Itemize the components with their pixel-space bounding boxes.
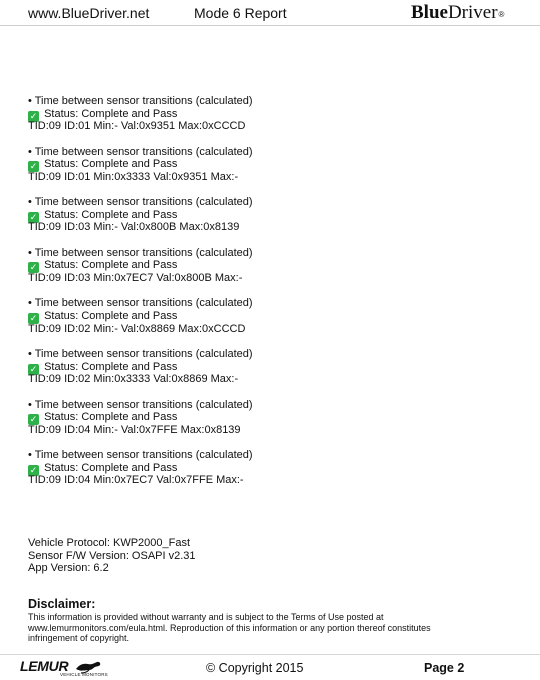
disclaimer-text <box>28 612 478 644</box>
monitor-test-entry <box>28 348 498 399</box>
test-title: • Time between sensor transitions (calculated) <box>28 246 253 259</box>
test-status <box>28 209 498 222</box>
test-detail: TID:09 ID:04 Min:- Val:0x7FFE Max:0x8139 <box>28 423 241 436</box>
check-mark-icon: ✓ <box>29 110 38 121</box>
test-status <box>28 108 498 121</box>
check-mark-icon: ✓ <box>29 363 38 374</box>
status-text: Status: Complete and Pass <box>44 360 178 373</box>
monitor-test-list <box>28 95 498 500</box>
site-url: www.BlueDriver.net <box>28 5 150 21</box>
page-number: Page 2 <box>424 661 465 675</box>
test-detail: TID:09 ID:03 Min:- Val:0x800B Max:0x8139 <box>28 221 240 234</box>
sensor-firmware-version: Sensor F/W Version: OSAPI v2.31 <box>28 549 196 562</box>
status-text: Status: Complete and Pass <box>44 107 178 120</box>
logo-text-driver: Driver <box>447 2 498 23</box>
monitor-test-entry <box>28 196 498 247</box>
monitor-test-entry <box>28 297 498 348</box>
monitor-test-entry <box>28 95 498 146</box>
footer-divider <box>0 654 540 655</box>
test-title: • Time between sensor transitions (calculated) <box>28 449 253 462</box>
disclaimer-line: www.lemurmonitors.com/eula.html. Reproduction of this information or any portion thereof constitutes <box>28 622 431 633</box>
test-title: • Time between sensor transitions (calculated) <box>28 398 253 411</box>
test-detail: TID:09 ID:01 Min:0x3333 Val:0x9351 Max:- <box>28 170 239 183</box>
test-detail: TID:09 ID:03 Min:0x7EC7 Val:0x800B Max:- <box>28 271 243 284</box>
monitor-test-entry <box>28 449 498 500</box>
logo-text-blue: Blue <box>411 2 448 23</box>
report-header <box>0 0 540 26</box>
test-detail: TID:09 ID:02 Min:0x3333 Val:0x8869 Max:- <box>28 373 239 386</box>
check-mark-icon: ✓ <box>29 161 38 172</box>
check-mark-icon: ✓ <box>29 464 38 475</box>
vehicle-protocol: Vehicle Protocol: KWP2000_Fast <box>28 537 191 549</box>
report-title: Mode 6 Report <box>194 5 287 21</box>
copyright-notice: © Copyright 2015 <box>206 661 304 675</box>
status-text: Status: Complete and Pass <box>44 158 178 171</box>
test-detail: TID:09 ID:04 Min:0x7EC7 Val:0x7FFE Max:- <box>28 474 244 487</box>
status-text: Status: Complete and Pass <box>44 411 178 424</box>
test-status <box>28 361 498 374</box>
monitor-test-entry <box>28 247 498 298</box>
test-status <box>28 411 498 424</box>
status-text: Status: Complete and Pass <box>44 208 178 221</box>
disclaimer-line: This information is provided without warranty and is subject to the Terms of Use posted at <box>28 612 384 622</box>
test-title: • Time between sensor transitions (calculated) <box>28 196 253 209</box>
test-title: • Time between sensor transitions (calculated) <box>28 347 253 360</box>
check-mark-icon: ✓ <box>29 414 38 425</box>
test-title: • Time between sensor transitions (calculated) <box>28 297 253 310</box>
lemur-animal-icon <box>75 660 103 674</box>
test-detail: TID:09 ID:02 Min:- Val:0x8869 Max:0xCCCD <box>28 322 246 335</box>
disclaimer-heading: Disclaimer: <box>28 597 96 611</box>
header-divider <box>0 25 540 26</box>
monitor-test-entry <box>28 399 498 450</box>
check-mark-icon: ✓ <box>29 262 38 273</box>
vehicle-info <box>28 537 196 575</box>
status-text: Status: Complete and Pass <box>44 461 178 474</box>
test-detail: TID:09 ID:01 Min:- Val:0x9351 Max:0xCCCD <box>28 120 246 133</box>
test-status <box>28 462 498 475</box>
test-title: • Time between sensor transitions (calculated) <box>28 95 253 107</box>
monitor-test-entry <box>28 146 498 197</box>
check-mark-icon: ✓ <box>29 312 38 323</box>
test-status <box>28 158 498 171</box>
lemur-logo-subtext: VEHICLE MONITORS <box>60 672 108 677</box>
check-mark-icon: ✓ <box>29 211 38 222</box>
status-text: Status: Complete and Pass <box>44 259 178 272</box>
status-text: Status: Complete and Pass <box>44 309 178 322</box>
lemur-logo <box>20 659 110 679</box>
app-version: App Version: 6.2 <box>28 562 109 575</box>
lemur-logo-text: LEMUR <box>20 658 69 674</box>
test-status <box>28 259 498 272</box>
disclaimer-line: infringement of copyright. <box>28 633 130 644</box>
bluedriver-logo <box>411 2 504 24</box>
test-title: • Time between sensor transitions (calculated) <box>28 145 253 158</box>
test-status <box>28 310 498 323</box>
registered-mark: ® <box>498 10 505 19</box>
